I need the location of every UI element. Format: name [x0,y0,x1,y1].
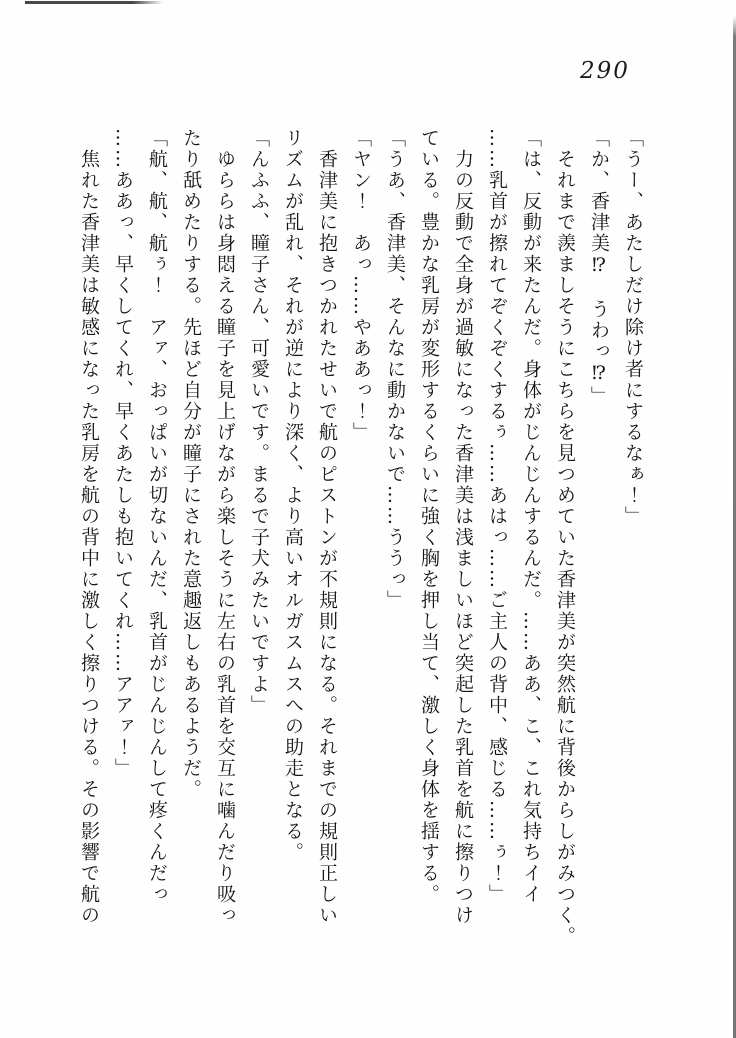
text-column: 力の反動で全身が過敏になった香津美は浅ましいほど突起した乳首を航に擦りつけ [452,128,474,926]
text-column: ……ああっ、早くしてくれ、早くあたしも抱いてくれ……アアァ！」 [112,128,134,779]
page-number: 290 [580,58,630,84]
scan-artifact-top-edge [25,1,163,4]
text-column: ている。豊かな乳房が変形するくらいに強く胸を押し当て、激しく身体を揺する。 [418,128,440,905]
text-column: 「ヤン！ あっ……やああっ！」 [350,128,372,443]
text-column: 「うあ、香津美、そんなに動かないで……ううっ」 [384,128,406,611]
text-column: それまで羨ましそうにこちらを見つめていた香津美が突然航に背後からしがみつく。 [554,128,576,947]
text-column: 焦れた香津美は敏感になった乳房を航の背中に激しく擦りつける。その影響で航の [78,128,100,926]
text-column: たり舐めたりする。先ほど自分が瞳子にされた意趣返しもあるようだ。 [180,128,202,800]
text-column: 「うー、あたしだけ除け者にするなぁ！」 [622,128,644,527]
text-column: ゆららは身悶える瞳子を見上げながら楽しそうに左右の乳首を交互に噛んだり吸っ [214,128,236,926]
text-column: 香津美に抱きつかれたせいで航のピストンが不規則になる。それまでの規則正しい [316,128,338,926]
vertical-text-block [72,128,650,960]
text-column: 「か、香津美⁉ うわっ⁉」 [588,128,610,407]
text-column: 「航、航、航ぅ！ アァ、おっぱいが切ないんだ、乳首がじんじんして疼くんだっ [146,128,168,905]
text-column: ……乳首が擦れてぞくぞくするぅ……あはっ……ご主人の背中、感じる……ぅ！」 [486,128,508,905]
text-column: 「は、反動が来たんだ。身体がじんじんするんだ。……ああ、こ、これ気持ちイイ [520,128,542,905]
text-column: 「んふふ、瞳子さん、可愛いです。まるで子犬みたいですよ」 [248,128,270,716]
text-column: リズムが乱れ、それが逆により深く、より高いオルガスムスへの助走となる。 [282,128,304,863]
